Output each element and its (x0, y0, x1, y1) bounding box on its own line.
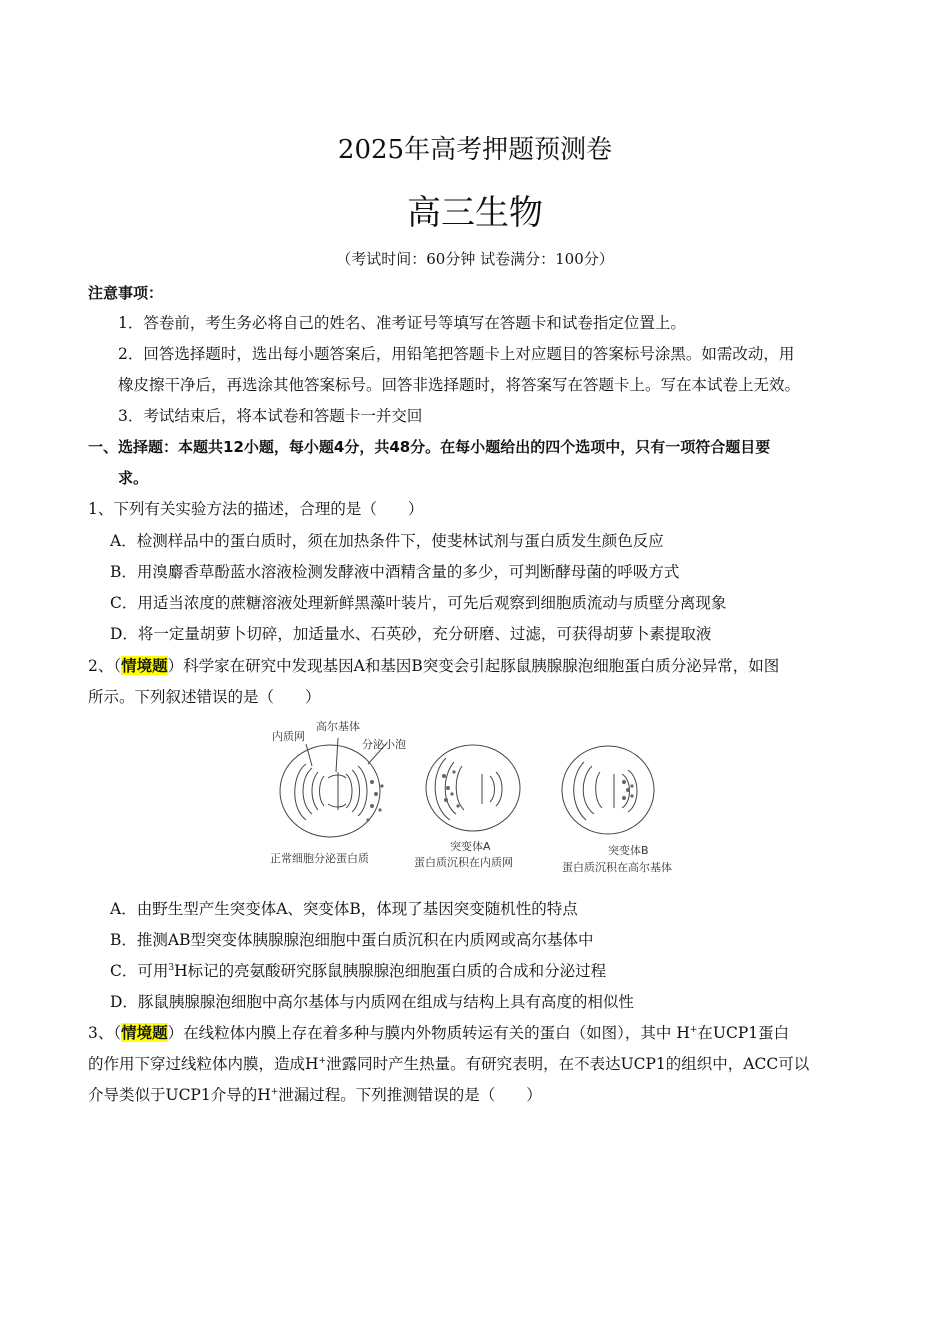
notice-item-3: 3．考试结束后，将本试卷和答题卡一并交回 (118, 407, 423, 425)
caption-mutant-a-title: 突变体A (450, 840, 491, 853)
organelle-figure (268, 716, 692, 880)
q2-option-b: B．推测AB型突变体胰腺腺泡细胞中蛋白质沉积在内质网或高尔基体中 (110, 931, 594, 949)
q3-text-2b: 泄露同时产生热量。有研究表明，在不表达UCP1的组织中，ACC可以 (326, 1055, 810, 1073)
q3-text-1a: ）在线粒体内膜上存在着多种与膜内外物质转运有关的蛋白（如图），其中 H (167, 1024, 690, 1042)
section-heading-line2: 求。 (118, 469, 149, 487)
q3-stem-line1 (88, 1022, 789, 1044)
q3-stem-line2 (88, 1053, 809, 1075)
q2-stem-line2: 所示。下列叙述错误的是（ ） (88, 688, 321, 706)
exam-title: 2025年高考押题预测卷 (337, 135, 613, 165)
q3-text-3a: 介导类似于UCP1介导的H (88, 1086, 271, 1104)
q2-tag: 情境题 (121, 656, 168, 675)
q2-option-d: D．豚鼠胰腺腺泡细胞中高尔基体与内质网在组成与结构上具有高度的相似性 (110, 993, 634, 1011)
q2-option-c-text: H标记的亮氨酸研究豚鼠胰腺腺泡细胞蛋白质的合成和分泌过程 (174, 962, 607, 980)
notice-item-2-line2: 橡皮擦干净后，再选涂其他答案标号。回答非选择题时，将答案写在答题卡上。写在本试卷上无效。 (118, 376, 801, 394)
q3-tag: 情境题 (121, 1023, 168, 1042)
label-er: 内质网 (272, 730, 305, 743)
q1-option-c: C．用适当浓度的蔗糖溶液处理新鲜黑藻叶装片，可先后观察到细胞质流动与质壁分离现象 (110, 594, 727, 612)
notice-item-2-line1: 2．回答选择题时，选出每小题答案后，用铅笔把答题卡上对应题目的答案标号涂黑。如需改动，用 (118, 345, 795, 363)
q2-number: 2、（ (88, 657, 122, 675)
q2-option-a: A．由野生型产生突变体A、突变体B，体现了基因突变随机性的特点 (110, 900, 578, 918)
q2-stem-text: ）科学家在研究中发现基因A和基因B突变会引起豚鼠胰腺腺泡细胞蛋白质分泌异常，如图 (167, 657, 780, 675)
section-heading-line1: 一、选择题：本题共12小题，每小题4分，共48分。在每小题给出的四个选项中，只有一项符合题目要 (88, 438, 771, 456)
q2-option-c-prefix: C．可用 (110, 962, 169, 980)
q2-option-c-superscript: 3 (168, 962, 175, 973)
q3-stem-line3 (88, 1084, 542, 1106)
label-golgi: 高尔基体 (316, 720, 360, 733)
notice-item-1: 1．答卷前，考生务必将自己的姓名、准考证号等填写在答题卡和试卷指定位置上。 (118, 314, 686, 332)
q3-superscript-3: + (270, 1086, 279, 1097)
q1-option-b: B．用溴麝香草酚蓝水溶液检测发酵液中酒精含量的多少，可判断酵母菌的呼吸方式 (110, 563, 680, 581)
subject-title: 高三生物 (407, 193, 543, 233)
q3-superscript-1: + (689, 1024, 698, 1035)
q1-stem: 1、下列有关实验方法的描述，合理的是（ ） (88, 500, 424, 518)
q1-option-a: A．检测样品中的蛋白质时，须在加热条件下，使斐林试剂与蛋白质发生颜色反应 (110, 532, 664, 550)
q3-text-2a: 的作用下穿过线粒体内膜，造成H (88, 1055, 319, 1073)
q3-text-1b: 在UCP1蛋白 (697, 1024, 790, 1042)
caption-normal: 正常细胞分泌蛋白质 (270, 852, 369, 865)
notice-heading: 注意事项： (88, 284, 164, 302)
q3-superscript-2: + (318, 1055, 327, 1066)
q3-number: 3、（ (88, 1024, 122, 1042)
caption-mutant-a-desc: 蛋白质沉积在内质网 (414, 856, 513, 869)
q2-option-c (110, 960, 606, 982)
label-vesicle: 分泌小泡 (362, 738, 406, 751)
caption-mutant-b-title: 突变体B (608, 844, 649, 857)
q3-text-3b: 泄漏过程。下列推测错误的是（ ） (278, 1086, 542, 1104)
q2-stem-line1 (88, 655, 779, 677)
q1-option-d: D．将一定量胡萝卜切碎，加适量水、石英砂，充分研磨、过滤，可获得胡萝卜素提取液 (110, 625, 712, 643)
exam-info: （考试时间：60分钟 试卷满分：100分） (336, 250, 614, 268)
caption-mutant-b-desc: 蛋白质沉积在高尔基体 (562, 861, 672, 874)
